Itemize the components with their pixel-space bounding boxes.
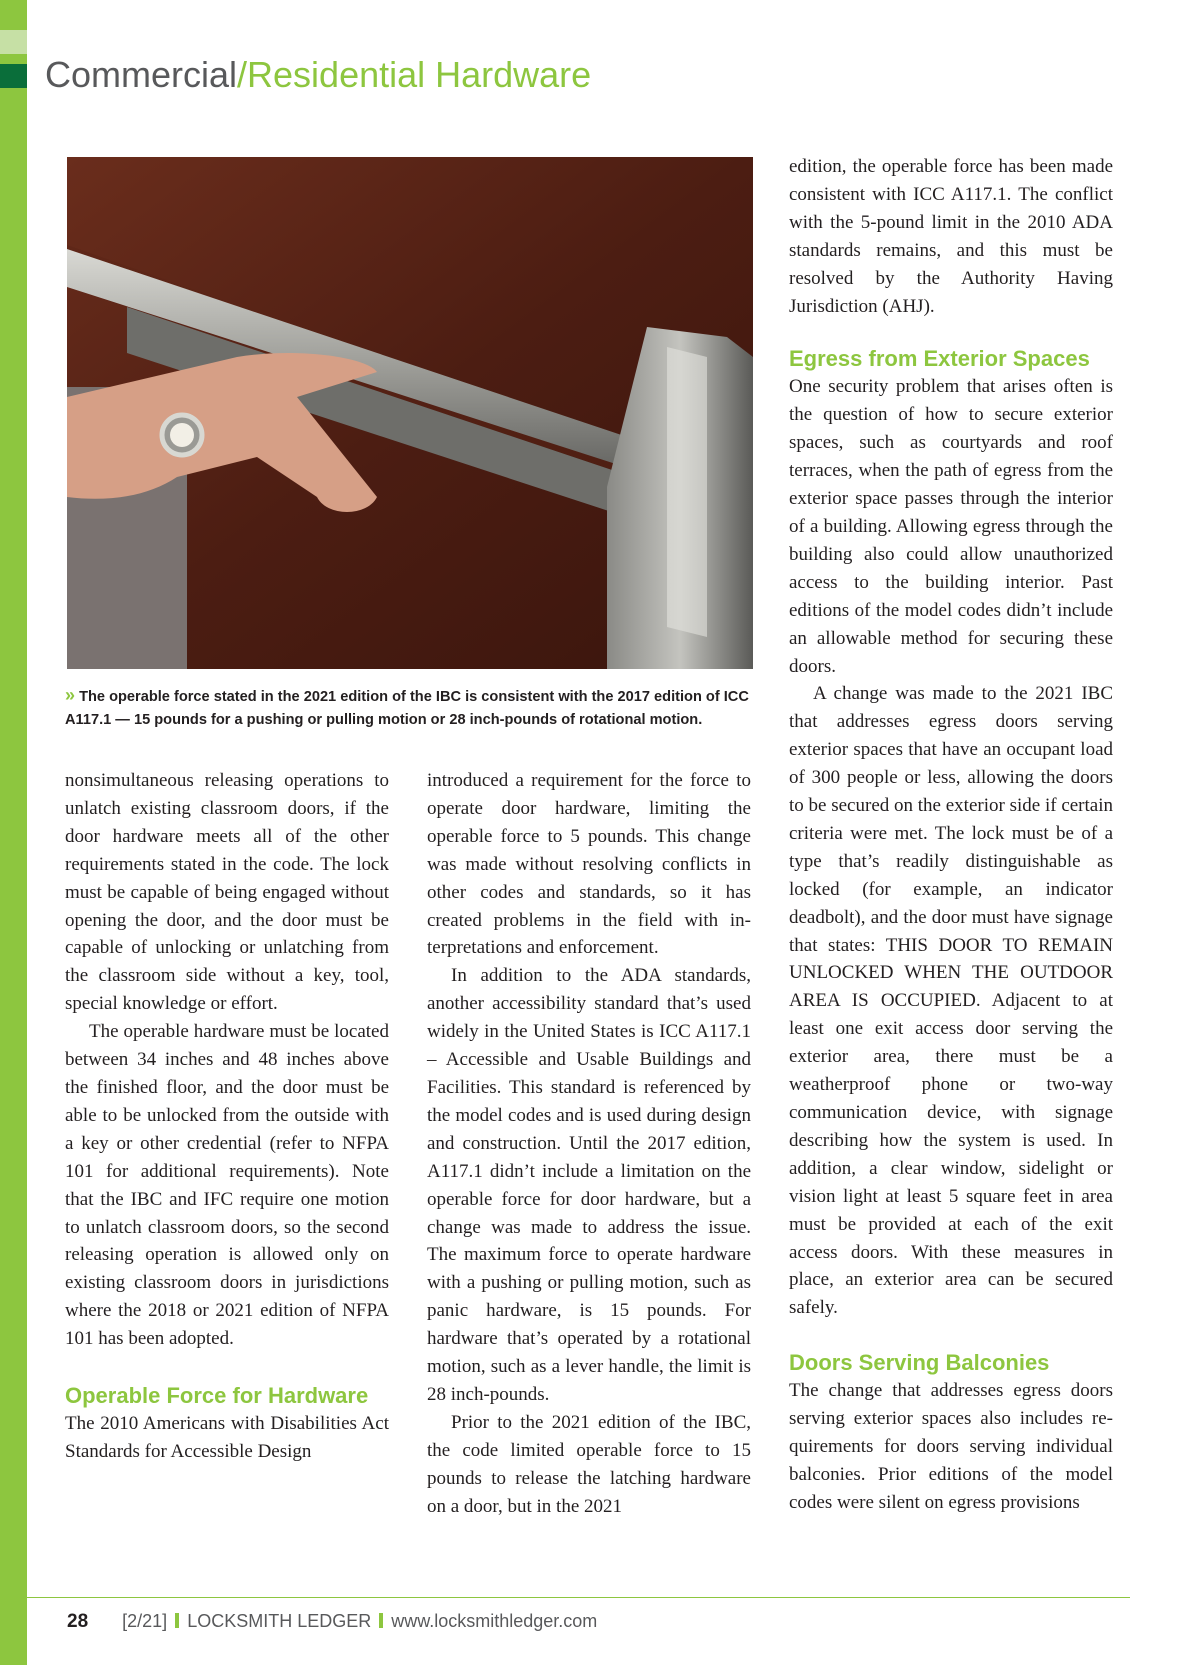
section-header-primary: Commercial: [45, 54, 238, 95]
column1-paragraph-2: The operable hardware must be located between 34 inches and 48 inches above the finished floor, and the door must be able to be unlocked from the outside with a key or other credential (refer to NFPA 101 for additional requirements). Note that the IBC and IFC require one motion to unlatch classroom doors, so the second releasing operation is allowed only on existing classroom doors in jurisdictions where the 2018 or 2021 edition of NFPA 101 has been adopted.: [65, 1021, 389, 1350]
sidebar-light-block: [0, 30, 27, 54]
exit-device-photo: [67, 157, 753, 669]
page-number: 28: [67, 1611, 89, 1632]
issue-date: [2/21]: [122, 1611, 168, 1631]
article-column-2: [427, 767, 751, 1520]
column1-paragraph-1: nonsimultaneous releasing operations to unlatch existing classroom doors, if the door hardware meets all of the other requirements stated in the code. The lock must be capable of being engaged without opening the door, and the door must be capable of unlocking or unlatching from the classroom side without a key, tool, special knowledge or effort.: [65, 770, 389, 1015]
photo-caption: [65, 684, 755, 732]
page-footer: [67, 1607, 597, 1635]
subhead-operable-force: Operable Force for Hardware: [65, 1383, 369, 1409]
column3-paragraph-3: A change was made to the 2021 IBC that addresses egress doors serving exterior spaces that have an occupant load of 300 people or less, allowing the doors to be secured on the exterior side if certain criteria were met. The lock must be of a type that’s readily distinguishable as locked (for example, an indicator deadbolt), and the door must have signage that states: THIS DOOR TO REMAIN UNLOCKED WHEN THE OUTDOOR AREA IS OCCUPIED. Adjacent to at least one exit access door serving the exterior area, there must be a weatherproof phone or two-way communication device, with signage describing how the system is used. In addition, a clear window, sidelight or vision light at least 5 square feet in area must be provided at each of the exit access doors. With these measures in place, an exterior area can be secured safely.: [789, 683, 1113, 1319]
website-link[interactable]: www.locksmithledger.com: [391, 1611, 598, 1631]
column2-paragraph-3: Prior to the 2021 edition of the IBC, the code limited operable force to 15 pounds to release the latching hardware on a door, but in the 2021: [427, 1411, 751, 1517]
footer-separator: [379, 1613, 383, 1628]
article-column-1: [65, 767, 389, 1466]
column2-paragraph-2: In addition to the ADA standards, another accessibility standard that’s used widely in the United States is ICC A117.1 – Accessible and Usable Buildings and Facilities. This standard is referenced by the model codes and is used during design and construction. Until the 2017 edition, A117.1 didn’t include a limitation on the operable force for door hardware, but a change was made to address the issue. The maximum force to operate hardware with a pushing or pulling motion, such as panic hardware, is 15 pounds. For hardware that’s operated by a rotational motion, such as a lever handle, the limit is 28 inch-pounds.: [427, 965, 751, 1405]
page-sidebar-bar: [0, 0, 27, 1665]
photo-icon: [67, 157, 753, 669]
article-column-3: [789, 153, 1113, 1517]
subhead-doors-balconies: Doors Serving Balconies: [789, 1350, 1050, 1376]
section-header: [45, 50, 591, 100]
footer-separator: [175, 1613, 179, 1628]
footer-divider: [27, 1597, 1130, 1598]
column3-paragraph-2: One security problem that arises often is the question of how to secure exterior spaces, such as courtyards and roof terraces, when the path of egress from the exterior space passes through the interior of a building. Allowing egress through the building also could allow unauthorized access to the building interior. Past editions of the model codes didn’t include an allowable method for securing these doors.: [789, 376, 1113, 677]
sidebar-dark-block: [0, 64, 27, 88]
column2-paragraph-1: introduced a requirement for the force to operate door hardware, limiting the operable force to 5 pounds. This change was made without resolving conflicts in other codes and standards, so it has created problems in the field with interpretations and enforcement.: [427, 770, 751, 959]
publication-name: LOCKSMITH LEDGER: [187, 1611, 372, 1631]
section-header-secondary: /Residential Hardware: [237, 54, 592, 95]
caption-marker-icon: »: [65, 685, 76, 705]
column3-paragraph-4: The change that addresses egress doors serving exterior spaces also includes requirements for doors serving individual balconies. Prior editions of the model codes were silent on egress provisions: [789, 1380, 1113, 1513]
caption-text: The operable force stated in the 2021 edition of the IBC is consistent with the 2017 edition of ICC A117.1 — 15 pounds for a pushing or pulling motion or 28 inch-pounds of rotational motion.: [65, 689, 749, 728]
subhead-egress-exterior: Egress from Exterior Spaces: [789, 346, 1090, 372]
column3-paragraph-1: edition, the operable force has been made consistent with ICC A117.1. The conflict with the 5-pound limit in the 2010 ADA standards remains, and this must be resolved by the Authority Having Jurisdiction (AHJ).: [789, 156, 1113, 317]
column1-paragraph-3: The 2010 Americans with Disabilities Act Standards for Accessible Design: [65, 1413, 389, 1462]
